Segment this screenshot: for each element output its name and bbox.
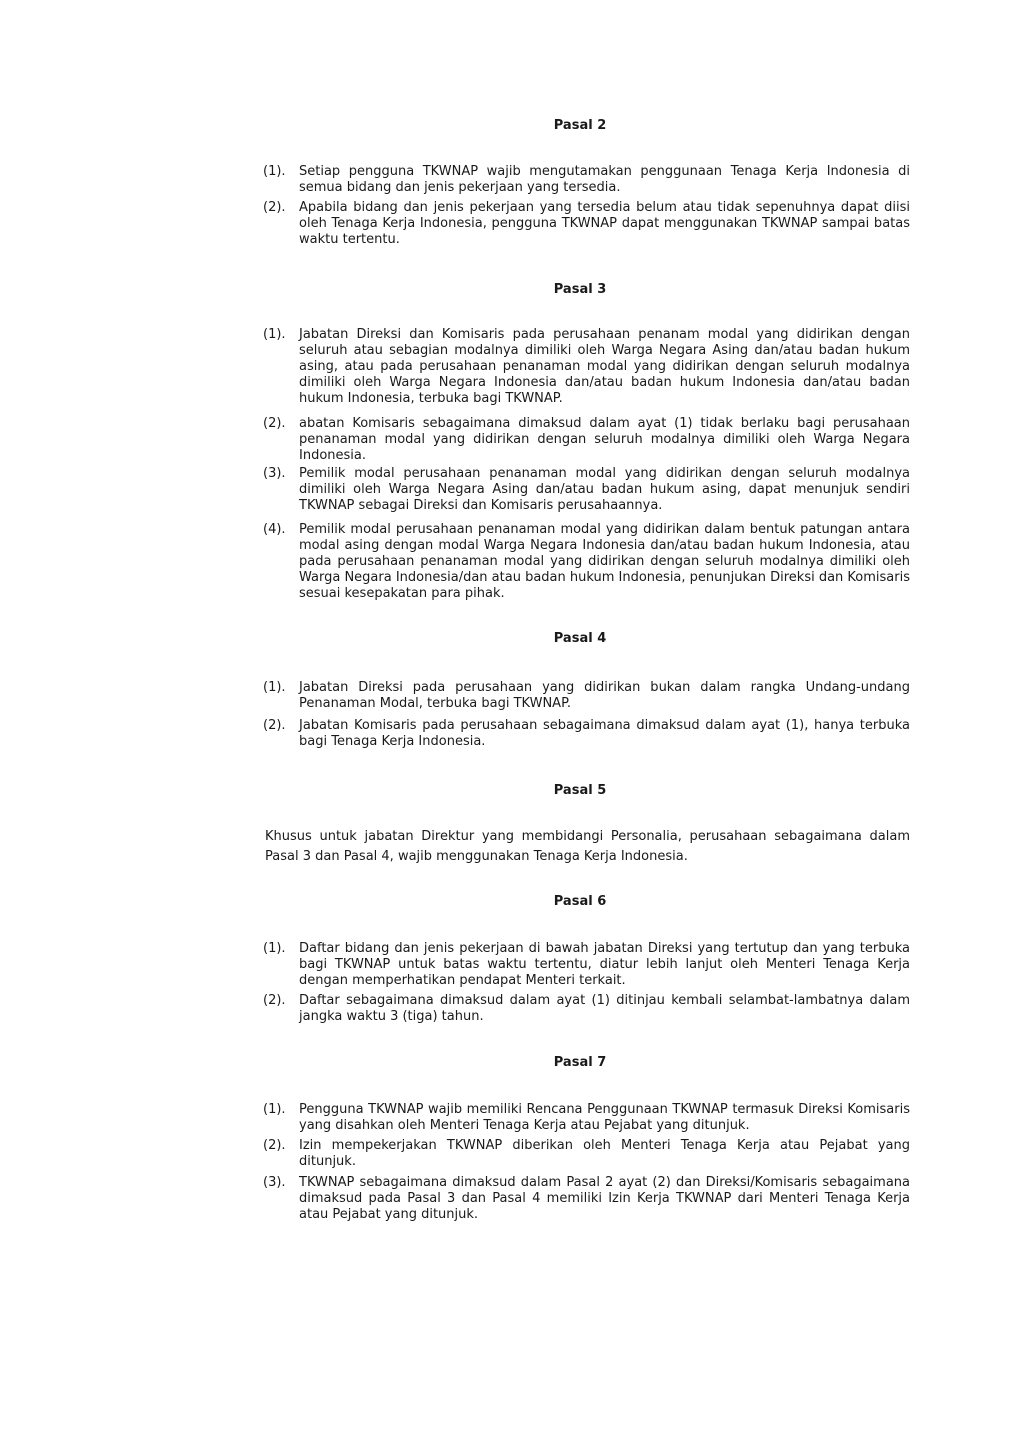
- pasal-6-clause-1: [263, 941, 910, 989]
- clause-number: (3).: [263, 1175, 286, 1190]
- pasal-3-clause-4: [263, 522, 910, 602]
- pasal-6-title: Pasal 6: [553, 894, 607, 909]
- pasal-4-clause-2: [263, 718, 910, 750]
- clause-text: abatan Komisaris sebagaimana dimaksud dalam ayat (1) tidak berlaku bagi perusahaan penanaman modal yang didirikan dengan seluruh modalnya dimiliki oleh Warga Negara Indonesia.: [299, 416, 910, 463]
- pasal-4-title: Pasal 4: [553, 631, 607, 646]
- clause-text: TKWNAP sebagaimana dimaksud dalam Pasal 2 ayat (2) dan Direksi/Komisaris sebagaimana dimaksud pada Pasal 3 dan Pasal 4 memiliki Izin Kerja TKWNAP dari Menteri Tenaga Kerja atau Pejabat yang ditunjuk.: [299, 1175, 910, 1222]
- clause-number: (4).: [263, 522, 286, 537]
- clause-number: (1).: [263, 327, 286, 342]
- pasal-6-clause-2: [263, 993, 910, 1025]
- pasal-5-title: Pasal 5: [553, 783, 607, 798]
- pasal-3-title: Pasal 3: [553, 282, 607, 297]
- pasal-2-title: Pasal 2: [553, 118, 607, 133]
- pasal-2-clause-1: [263, 164, 910, 196]
- clause-text: Daftar bidang dan jenis pekerjaan di bawah jabatan Direksi yang tertutup dan yang terbuka bagi TKWNAP untuk batas waktu tertentu, diatur lebih lanjut oleh Menteri Tenaga Kerja dengan memperhatikan pendapat Menteri terkait.: [299, 941, 910, 988]
- pasal-4-clause-1: [263, 680, 910, 712]
- clause-text: Daftar sebagaimana dimaksud dalam ayat (1) ditinjau kembali selambat-lambatnya dalam jangka waktu 3 (tiga) tahun.: [299, 993, 910, 1024]
- pasal-7-clause-1: [263, 1102, 910, 1134]
- clause-text: Jabatan Direksi dan Komisaris pada perusahaan penanam modal yang didirikan dengan seluruh atau sebagian modalnya dimiliki oleh Warga Negara Asing dan/atau badan hukum asing, atau pada perusahaan penanaman modal yang didirikan dengan seluruh modalnya dimiliki oleh Warga Negara Indonesia dan/atau badan hukum Indonesia dan/atau badan hukum Indonesia, terbuka bagi TKWNAP.: [299, 327, 910, 406]
- pasal-3-clause-1: [263, 327, 910, 407]
- clause-text: Setiap pengguna TKWNAP wajib mengutamakan penggunaan Tenaga Kerja Indonesia di semua bidang dan jenis pekerjaan yang tersedia.: [299, 164, 910, 195]
- clause-text: Apabila bidang dan jenis pekerjaan yang tersedia belum atau tidak sepenuhnya dapat diisi oleh Tenaga Kerja Indonesia, pengguna TKWNAP dapat menggunakan TKWNAP sampai batas waktu tertentu.: [299, 200, 910, 247]
- clause-number: (2).: [263, 993, 286, 1008]
- pasal-3-clause-3: [263, 466, 910, 514]
- clause-number: (1).: [263, 680, 286, 695]
- pasal-7-clause-2: [263, 1138, 910, 1170]
- clause-text: Pemilik modal perusahaan penanaman modal yang didirikan dengan seluruh modalnya dimiliki oleh Warga Negara Asing dan/atau badan hukum asing, dapat menunjuk sendiri TKWNAP sebagai Direksi dan Komisaris perusahaannya.: [299, 466, 910, 513]
- clause-number: (1).: [263, 941, 286, 956]
- clause-number: (2).: [263, 1138, 286, 1153]
- clause-number: (3).: [263, 466, 286, 481]
- clause-number: (1).: [263, 164, 286, 179]
- clause-number: (1).: [263, 1102, 286, 1117]
- clause-number: (2).: [263, 718, 286, 733]
- clause-number: (2).: [263, 416, 286, 431]
- pasal-5-paragraph: Khusus untuk jabatan Direktur yang membidangi Personalia, perusahaan sebagaimana dalam Pasal 3 dan Pasal 4, wajib menggunakan Tenaga Kerja Indonesia.: [265, 829, 910, 864]
- pasal-7-clause-3: [263, 1175, 910, 1223]
- clause-text: Pemilik modal perusahaan penanaman modal yang didirikan dalam bentuk patungan antara modal asing dengan modal Warga Negara Indonesia dan/atau badan hukum Indonesia, atau pada perusahaan penanaman modal yang didirikan dengan seluruh modalnya dimiliki oleh Warga Negara Indonesia/dan atau badan hukum Indonesia, penunjukan Direksi dan Komisaris sesuai kesepakatan para pihak.: [299, 522, 911, 601]
- clause-text: Jabatan Komisaris pada perusahaan sebagaimana dimaksud dalam ayat (1), hanya terbuka bagi Tenaga Kerja Indonesia.: [299, 718, 910, 749]
- clause-text: Pengguna TKWNAP wajib memiliki Rencana Penggunaan TKWNAP termasuk Direksi Komisaris yang disahkan oleh Menteri Tenaga Kerja atau Pejabat yang ditunjuk.: [299, 1102, 910, 1133]
- pasal-3-clause-2: [263, 416, 910, 464]
- pasal-7-title: Pasal 7: [553, 1055, 607, 1070]
- pasal-2-clause-2: [263, 200, 910, 248]
- clause-number: (2).: [263, 200, 286, 215]
- clause-text: Jabatan Direksi pada perusahaan yang didirikan bukan dalam rangka Undang-undang Penanaman Modal, terbuka bagi TKWNAP.: [299, 680, 910, 711]
- clause-text: Izin mempekerjakan TKWNAP diberikan oleh Menteri Tenaga Kerja atau Pejabat yang ditunjuk.: [299, 1138, 910, 1169]
